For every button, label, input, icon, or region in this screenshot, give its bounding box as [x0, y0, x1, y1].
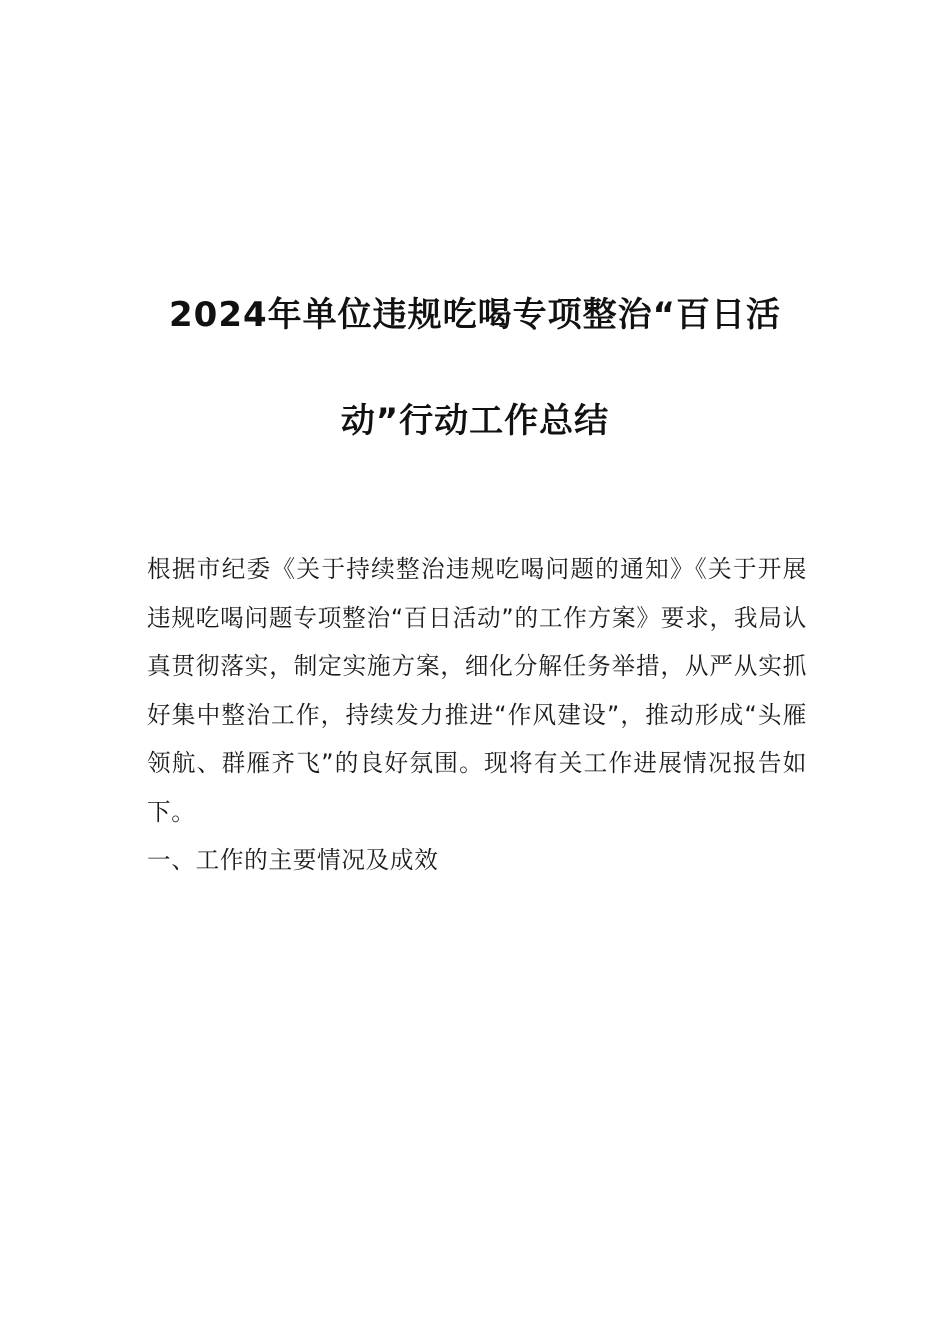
document-body	[147, 545, 807, 885]
title-line-2: 动”行动工作总结	[340, 401, 610, 441]
document-title	[0, 288, 950, 448]
title-line-1: 2024年单位违规吃喝专项整治“百日活	[169, 295, 781, 335]
intro-paragraph: 根据市纪委《关于持续整治违规吃喝问题的通知》《关于开展违规吃喝问题专项整治“百日活动”的工作方案》要求，我局认真贯彻落实，制定实施方案，细化分解任务举措，从严从实抓好集中整治工作，持续发力推进“作风建设”，推动形成“头雁领航、群雁齐飞”的良好氛围。现将有关工作进展情况报告如下。	[147, 555, 807, 826]
section-heading-1: 一、工作的主要情况及成效	[147, 846, 439, 874]
